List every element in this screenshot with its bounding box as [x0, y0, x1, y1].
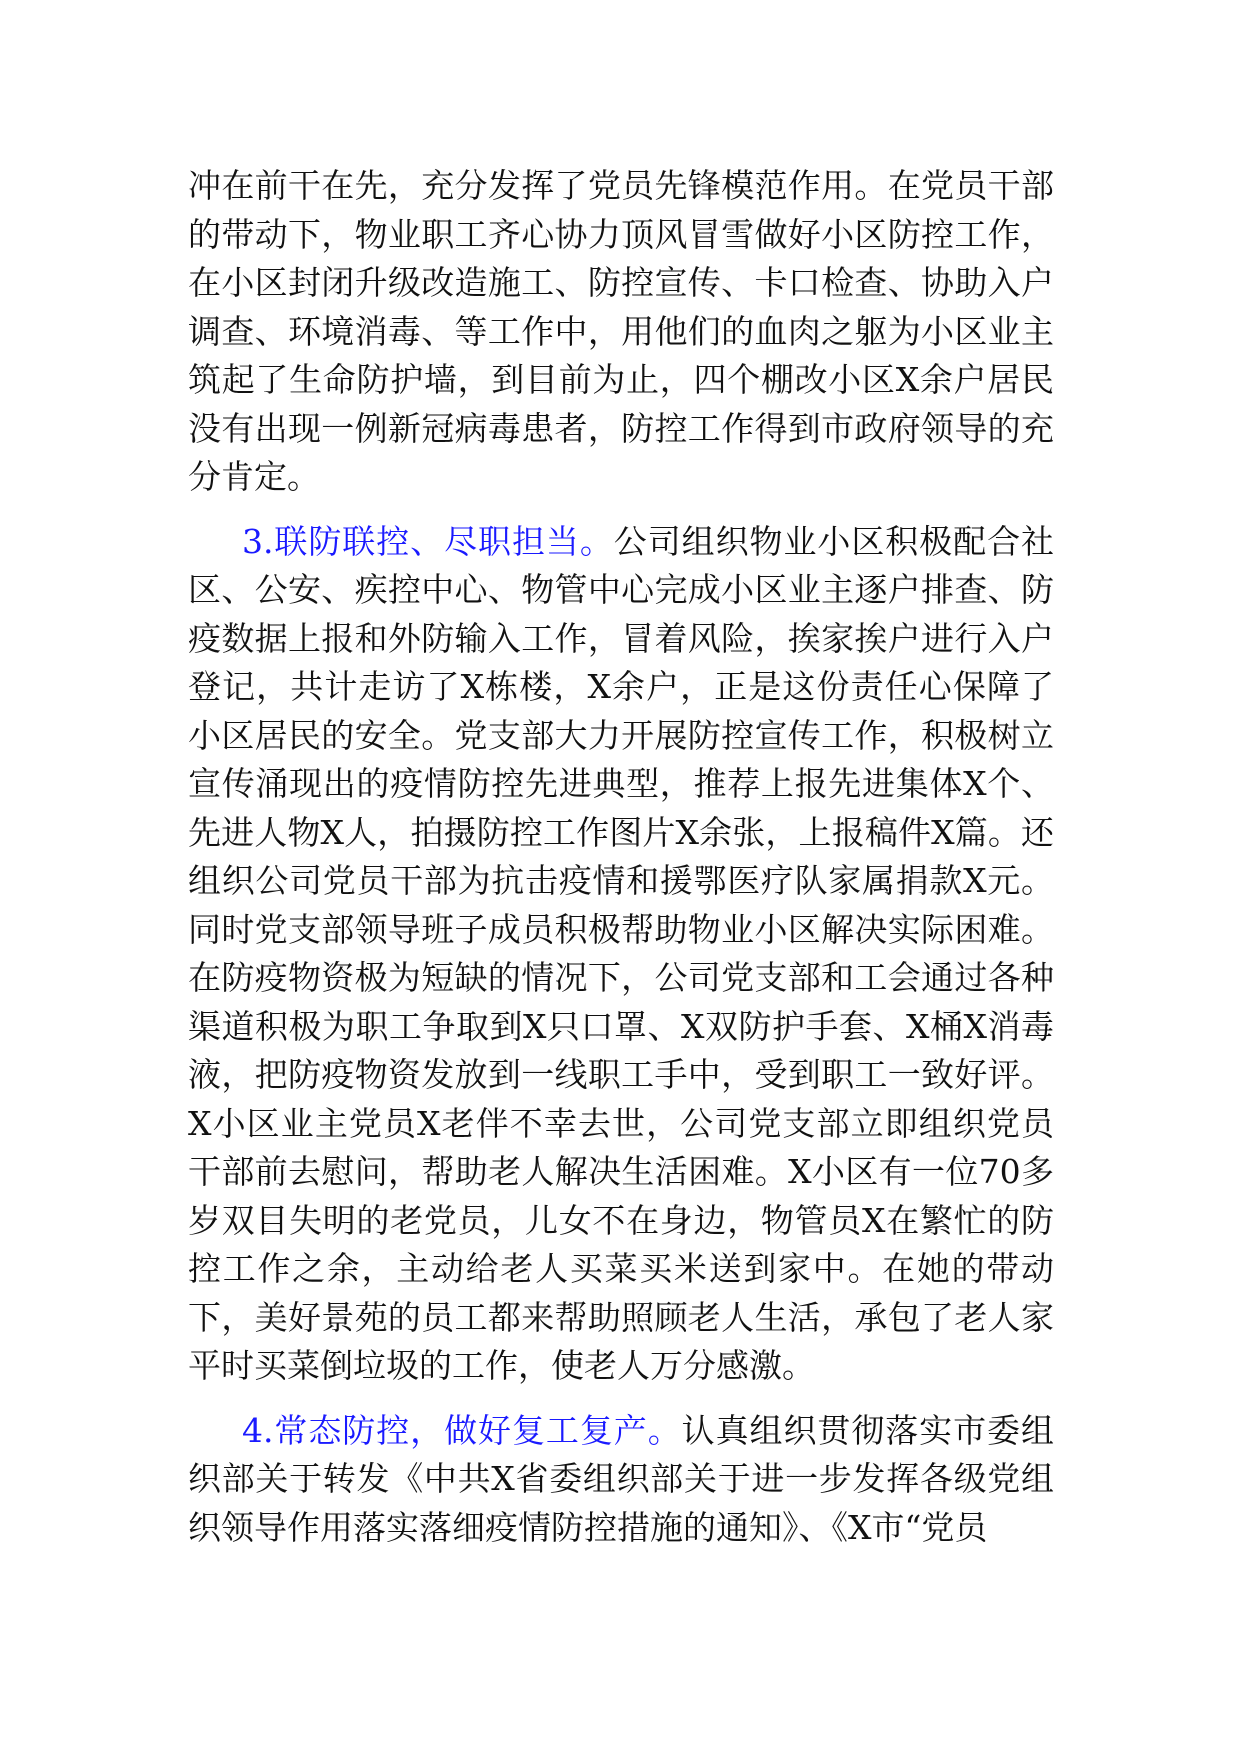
paragraph-3-text: 认真组织贯彻落实市委组织部关于转发《中共X省委组织部关于进一步发挥各级党组织领导作用落实落细疫情防控措施的通知》、《X市“党员 — [188, 1410, 1054, 1547]
section-4-heading: 4.常态防控，做好复工复产。 — [242, 1410, 682, 1450]
paragraph-3 — [188, 1407, 1054, 1553]
paragraph-1 — [188, 162, 1054, 502]
paragraph-2-text: 公司组织物业小区积极配合社区、公安、疾控中心、物管中心完成小区业主逐户排查、防疫数据上报和外防输入工作，冒着风险，挨家挨户进行入户登记，共计走访了X栋楼，X余户，正是这份责任心保障了小区居民的安全。党支部大力开展防控宣传工作，积极树立宣传涌现出的疫情防控先进典型，推荐上报先进集体X个、先进人物X人，拍摄防控工作图片X余张，上报稿件X篇。还组织公司党员干部为抗击疫情和援鄂医疗队家属捐款X元。同时党支部领导班子成员积极帮助物业小区解决实际困难。在防疫物资极为短缺的情况下，公司党支部和工会通过各种渠道积极为职工争取到X只口罩、X双防护手套、X桶X消毒液，把防疫物资发放到一线职工手中，受到职工一致好评。X小区业主党员X老伴不幸去世，公司党支部立即组织党员干部前去慰问，帮助老人解决生活困难。X小区有一位70多岁双目失明的老党员，儿女不在身边，物管员X在繁忙的防控工作之余，主动给老人买菜买米送到家中。在她的带动下，美好景苑的员工都来帮助照顾老人生活，承包了老人家平时买菜倒垃圾的工作，使老人万分感激。 — [188, 521, 1054, 1385]
section-3-heading: 3.联防联控、尽职担当。 — [242, 521, 614, 561]
paragraph-1-text: 冲在前干在先，充分发挥了党员先锋模范作用。在党员干部的带动下，物业职工齐心协力顶风冒雪做好小区防控工作，在小区封闭升级改造施工、防控宣传、卡口检查、协助入户调查、环境消毒、等工作中，用他们的血肉之躯为小区业主筑起了生命防护墙，到目前为止，四个棚改小区X余户居民没有出现一例新冠病毒患者，防控工作得到市政府领导的充分肯定。 — [188, 166, 1054, 496]
paragraph-2 — [188, 518, 1054, 1391]
document-body — [188, 162, 1054, 1568]
